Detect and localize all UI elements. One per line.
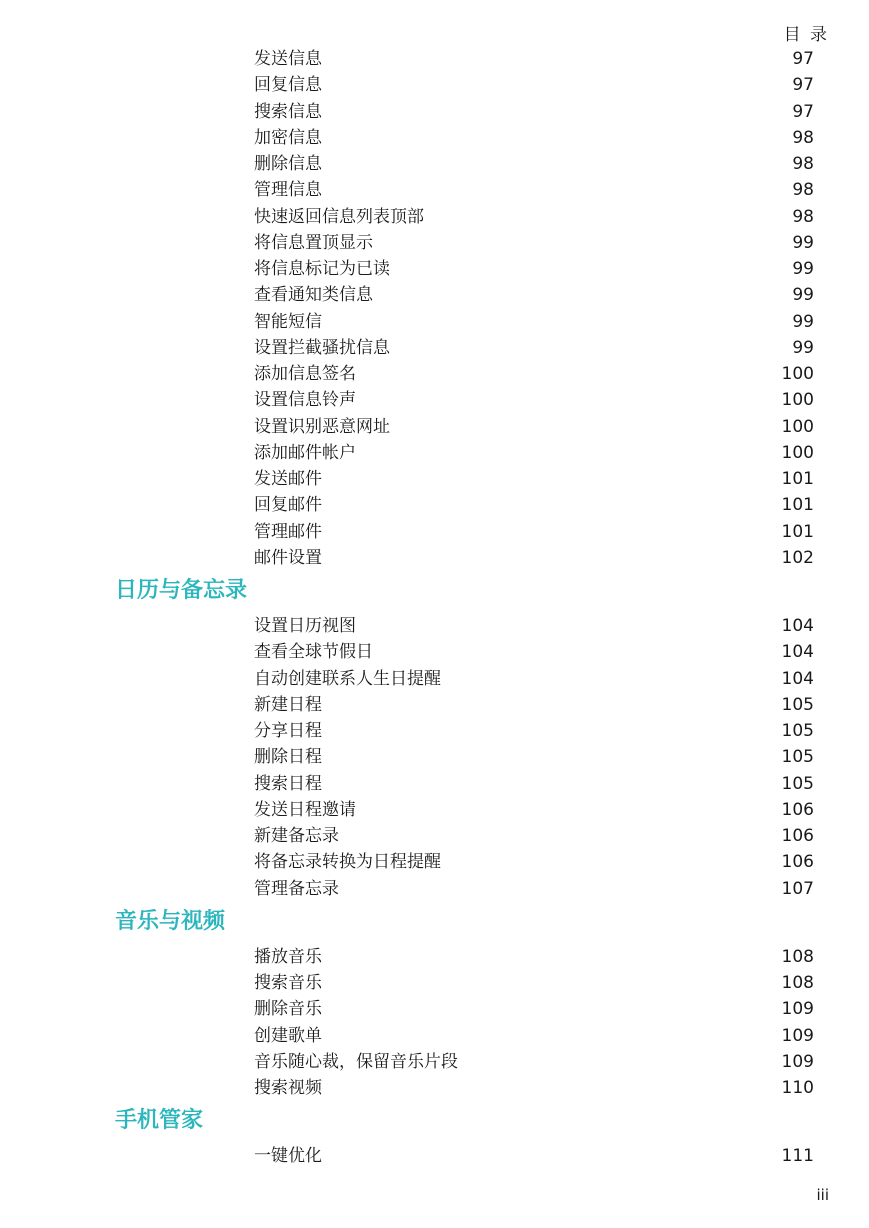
toc-entry-page: 97: [792, 49, 814, 69]
toc-entry-return-top[interactable]: [0, 204, 869, 230]
toc-entry-search-event[interactable]: [0, 771, 869, 797]
toc-entry-page: 106: [781, 852, 814, 873]
toc-entry-title: 智能短信: [254, 311, 322, 332]
toc-entry-title: 新建日程: [254, 694, 322, 715]
toc-entry-page: 104: [781, 642, 814, 663]
toc-entry-title: 搜索信息: [254, 101, 322, 122]
toc-entry-title: 新建备忘录: [254, 826, 339, 846]
toc-entry-new-event[interactable]: [0, 692, 869, 718]
toc-entry-title: 管理邮件: [254, 521, 322, 542]
toc-entry-page: 98: [792, 180, 814, 201]
toc-entry-mark-read[interactable]: [0, 256, 869, 282]
toc-entry-page: 98: [792, 206, 814, 227]
toc-entry-title: 管理备忘录: [254, 878, 339, 899]
toc-entry-title: 将信息标记为已读: [254, 259, 390, 279]
toc-entry-title: 分享日程: [254, 721, 322, 741]
toc-entry-title: 添加邮件帐户: [254, 442, 356, 463]
toc-entry-page: 109: [781, 1025, 814, 1046]
toc-entry-add-email-account[interactable]: [0, 440, 869, 466]
toc-entry-page: 106: [781, 826, 814, 846]
toc-entry-reply-message[interactable]: [0, 72, 869, 98]
toc-entry-page: 99: [792, 259, 814, 279]
toc-entry-set-ringtone[interactable]: [0, 387, 869, 413]
toc-entry-page: 109: [781, 999, 814, 1020]
toc-entry-page: 97: [792, 101, 814, 122]
toc-entry-page: 100: [781, 442, 814, 463]
toc-entry-send-email[interactable]: [0, 466, 869, 492]
toc-entry-global-holidays[interactable]: [0, 639, 869, 665]
toc-entry-page: 101: [781, 521, 814, 542]
toc-entry-page: 105: [781, 773, 814, 794]
toc-entry-page: 98: [792, 127, 814, 148]
toc-entry-title: 搜索视频: [254, 1078, 322, 1098]
toc-entry-title: 查看全球节假日: [254, 642, 373, 663]
section-heading-phone-manager[interactable]: [0, 1101, 869, 1143]
toc-entry-malicious-url[interactable]: [0, 414, 869, 440]
toc-entry-page: 109: [781, 1051, 814, 1072]
toc-entry-send-message[interactable]: [0, 46, 869, 72]
toc-entry-page: 102: [781, 547, 814, 568]
toc-entry-page: 100: [781, 416, 814, 437]
toc-entry-manage-email[interactable]: [0, 519, 869, 545]
toc-entry-title: 查看通知类信息: [254, 285, 373, 306]
toc-entry-page: 107: [781, 878, 814, 899]
toc-entry-delete-event[interactable]: [0, 744, 869, 770]
toc-entry-pin-message[interactable]: [0, 230, 869, 256]
toc-entry-title: 发送日程邀请: [254, 799, 356, 820]
toc-entry-page: 101: [781, 469, 814, 489]
toc-entry-page: 105: [781, 721, 814, 741]
section-heading-text: 手机管家: [115, 1108, 204, 1134]
toc-entry-page: 99: [792, 311, 814, 332]
toc-entry-title: 管理信息: [254, 180, 322, 201]
section-heading-text: 日历与备忘录: [115, 578, 248, 603]
toc-entry-title: 发送邮件: [254, 469, 322, 489]
table-of-contents: [0, 46, 869, 1170]
toc-entry-page: 101: [781, 495, 814, 516]
toc-entry-page: 108: [781, 973, 814, 993]
toc-entry-manage-message[interactable]: [0, 177, 869, 203]
toc-header: 目 录: [783, 25, 829, 45]
toc-entry-title: 回复信息: [254, 75, 322, 96]
toc-entry-memo-to-reminder[interactable]: [0, 849, 869, 875]
toc-entry-page: 110: [781, 1078, 814, 1098]
toc-entry-page: 108: [781, 946, 814, 967]
toc-entry-reply-email[interactable]: [0, 492, 869, 518]
toc-entry-page: 99: [792, 285, 814, 306]
toc-entry-title: 搜索音乐: [254, 973, 322, 993]
toc-entry-title: 音乐随心裁，保留音乐片段: [254, 1051, 458, 1072]
toc-entry-new-memo[interactable]: [0, 823, 869, 849]
section-heading-music-video[interactable]: [0, 902, 869, 944]
toc-entry-one-tap-optimize[interactable]: [0, 1143, 869, 1169]
toc-entry-title: 自动创建联系人生日提醒: [254, 668, 441, 689]
toc-entry-title: 加密信息: [254, 127, 322, 148]
toc-entry-email-settings[interactable]: [0, 545, 869, 571]
toc-entry-page: 100: [781, 390, 814, 411]
toc-entry-search-video[interactable]: [0, 1075, 869, 1101]
toc-entry-page: 104: [781, 668, 814, 689]
toc-entry-title: 设置日历视图: [254, 616, 356, 636]
toc-entry-title: 添加信息签名: [254, 364, 356, 384]
toc-entry-title: 设置信息铃声: [254, 390, 356, 411]
toc-entry-add-signature[interactable]: [0, 361, 869, 387]
toc-entry-title: 一键优化: [254, 1146, 322, 1167]
toc-entry-page: 100: [781, 364, 814, 384]
toc-entry-delete-music[interactable]: [0, 996, 869, 1022]
toc-entry-title: 创建歌单: [254, 1025, 322, 1046]
toc-entry-title: 设置识别恶意网址: [254, 416, 390, 437]
toc-entry-title: 发送信息: [254, 49, 322, 69]
toc-entry-block-spam[interactable]: [0, 335, 869, 361]
toc-entry-page: 105: [781, 694, 814, 715]
toc-entry-page: 104: [781, 616, 814, 636]
toc-entry-title: 快速返回信息列表顶部: [254, 206, 424, 227]
toc-entry-title: 搜索日程: [254, 773, 322, 794]
toc-entry-manage-memo[interactable]: [0, 876, 869, 902]
toc-entry-event-invite[interactable]: [0, 797, 869, 823]
toc-entry-title: 邮件设置: [254, 547, 322, 568]
toc-entry-page: 106: [781, 799, 814, 820]
toc-entry-title: 删除音乐: [254, 999, 322, 1020]
toc-entry-page: 99: [792, 337, 814, 358]
toc-entry-page: 99: [792, 232, 814, 253]
toc-entry-page: 105: [781, 747, 814, 768]
toc-entry-page: 97: [792, 75, 814, 96]
toc-entry-title: 删除日程: [254, 747, 322, 768]
toc-entry-title: 回复邮件: [254, 495, 322, 516]
toc-entry-smart-sms[interactable]: [0, 309, 869, 335]
toc-entry-play-music[interactable]: [0, 944, 869, 970]
toc-entry-trim-music[interactable]: [0, 1049, 869, 1075]
toc-entry-calendar-view[interactable]: [0, 613, 869, 639]
toc-entry-create-playlist[interactable]: [0, 1023, 869, 1049]
toc-entry-title: 将信息置顶显示: [254, 232, 373, 253]
toc-entry-title: 播放音乐: [254, 946, 322, 967]
toc-entry-title: 删除信息: [254, 154, 322, 174]
toc-entry-birthday-reminders[interactable]: [0, 666, 869, 692]
page-number: iii: [816, 1186, 829, 1204]
toc-entry-title: 将备忘录转换为日程提醒: [254, 852, 441, 873]
toc-entry-share-event[interactable]: [0, 718, 869, 744]
toc-entry-title: 设置拦截骚扰信息: [254, 337, 390, 358]
toc-entry-page: 111: [781, 1146, 814, 1167]
toc-entry-delete-message[interactable]: [0, 151, 869, 177]
toc-entry-search-message[interactable]: [0, 99, 869, 125]
section-heading-text: 音乐与视频: [115, 908, 226, 934]
toc-entry-encrypt-message[interactable]: [0, 125, 869, 151]
section-heading-calendar[interactable]: [0, 571, 869, 613]
toc-entry-page: 98: [792, 154, 814, 174]
toc-entry-view-notifications[interactable]: [0, 282, 869, 308]
toc-entry-search-music[interactable]: [0, 970, 869, 996]
